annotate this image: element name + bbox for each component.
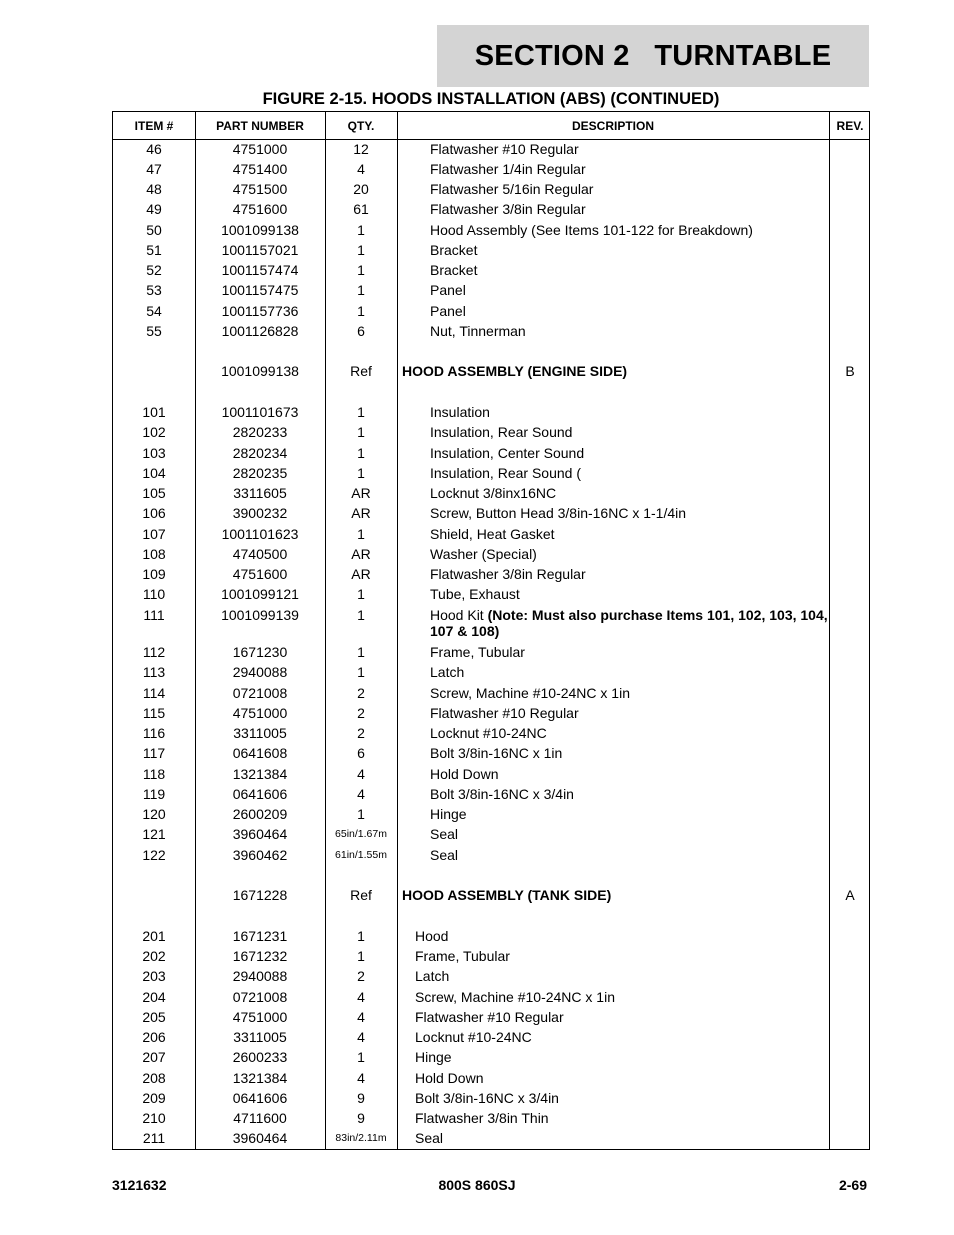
item-number: 209 <box>142 1090 166 1106</box>
quantity: AR <box>351 546 371 562</box>
item-number: 52 <box>146 262 162 278</box>
description-text: HOOD ASSEMBLY (TANK SIDE) <box>402 887 612 903</box>
table-row <box>113 664 869 684</box>
item-number: 51 <box>146 242 162 258</box>
description <box>430 766 830 782</box>
description-text: Locknut #10-24NC <box>415 1029 532 1045</box>
part-number: 3900232 <box>232 505 288 521</box>
part-number: 1001126828 <box>221 323 299 339</box>
description-text: Panel <box>430 303 466 319</box>
item-number: 49 <box>146 201 162 217</box>
description <box>430 485 830 501</box>
quantity: 2 <box>357 725 365 741</box>
description <box>415 928 815 944</box>
quantity: 1 <box>357 242 365 258</box>
part-number: 4740500 <box>232 546 288 562</box>
part-number: 2820235 <box>232 465 288 481</box>
description-text: Insulation, Rear Sound ( <box>430 465 581 481</box>
description <box>430 586 830 602</box>
part-number: 1001099139 <box>221 607 299 623</box>
table-row <box>113 546 869 566</box>
quantity: 1 <box>357 465 365 481</box>
item-number: 47 <box>146 161 162 177</box>
purchase-note: (Note: Must also purchase Items 101, 102, 103, 104, 107 & 108) <box>430 607 828 639</box>
item-number: 46 <box>146 141 162 157</box>
table-row <box>113 847 869 867</box>
item-number: 53 <box>146 282 162 298</box>
header-rev: REV. <box>836 119 864 133</box>
description <box>430 607 830 639</box>
description-text: Bolt 3/8in-16NC x 1in <box>430 745 563 761</box>
table-row <box>113 928 869 948</box>
part-number: 1001099138 <box>221 363 299 379</box>
table-row <box>113 806 869 826</box>
item-number: 107 <box>142 526 166 542</box>
description-text: Seal <box>430 847 459 863</box>
revision: A <box>845 887 855 903</box>
description-text: Latch <box>415 968 450 984</box>
description <box>430 303 830 319</box>
assembly-row <box>113 363 869 383</box>
table-row <box>113 181 869 201</box>
quantity: 2 <box>357 705 365 721</box>
quantity: 1 <box>357 586 365 602</box>
description-text: Flatwasher #10 Regular <box>430 705 579 721</box>
description-text: Insulation, Center Sound <box>430 445 585 461</box>
item-number: 110 <box>142 586 166 602</box>
description <box>415 1090 815 1106</box>
quantity: 4 <box>357 161 365 177</box>
part-number: 1001157474 <box>221 262 299 278</box>
section-title: SECTION 2 TURNTABLE <box>474 39 832 72</box>
part-number: 1001099138 <box>221 222 299 238</box>
description <box>430 745 830 761</box>
table-row <box>113 222 869 242</box>
table-row <box>113 1070 869 1090</box>
quantity: AR <box>351 485 371 501</box>
table-row <box>113 745 869 765</box>
description-text: Panel <box>430 282 466 298</box>
quantity: 1 <box>357 445 365 461</box>
item-number: 210 <box>142 1110 166 1126</box>
header-item: ITEM # <box>134 119 174 133</box>
description <box>430 685 830 701</box>
table-row <box>113 607 869 639</box>
part-number: 1321384 <box>232 766 288 782</box>
description-text: Washer (Special) <box>430 546 537 562</box>
description <box>430 465 830 481</box>
description-text: HOOD ASSEMBLY (ENGINE SIDE) <box>402 363 628 379</box>
description <box>430 404 830 420</box>
item-number: 201 <box>142 928 166 944</box>
part-number: 2820233 <box>232 424 288 440</box>
item-number: 112 <box>142 644 166 660</box>
item-number: 122 <box>142 847 166 863</box>
description-text: Screw, Button Head 3/8in-16NC x 1-1/4in <box>430 505 687 521</box>
table-row <box>113 826 869 846</box>
part-number: 3960464 <box>232 826 288 842</box>
description <box>430 725 830 741</box>
item-number: 204 <box>142 989 166 1005</box>
table-row <box>113 725 869 745</box>
item-number: 106 <box>142 505 166 521</box>
part-number: 2940088 <box>232 664 288 680</box>
item-number: 108 <box>142 546 166 562</box>
quantity: 1 <box>357 948 365 964</box>
description <box>415 989 815 1005</box>
description-text: Hood Assembly (See Items 101-122 for Breakdown) <box>430 222 753 238</box>
doc-number: 3121632 <box>112 1177 167 1193</box>
parts-table <box>112 111 870 1150</box>
part-number: 1671231 <box>232 928 288 944</box>
item-number: 120 <box>142 806 166 822</box>
quantity: 6 <box>357 745 365 761</box>
description <box>430 847 830 863</box>
table-row <box>113 968 869 988</box>
description-text: Insulation, Rear Sound <box>430 424 573 440</box>
part-number: 0641608 <box>232 745 288 761</box>
description <box>430 282 830 298</box>
quantity: 1 <box>357 262 365 278</box>
quantity: 6 <box>357 323 365 339</box>
part-number: 4751500 <box>232 181 288 197</box>
description-text: Bolt 3/8in-16NC x 3/4in <box>430 786 574 802</box>
description <box>430 705 830 721</box>
header-part-number: PART NUMBER <box>216 119 304 133</box>
item-number: 207 <box>142 1049 166 1065</box>
quantity: AR <box>351 505 371 521</box>
item-number: 202 <box>142 948 166 964</box>
item-number: 114 <box>142 685 166 701</box>
quantity: 2 <box>357 968 365 984</box>
part-number: 4751000 <box>232 705 288 721</box>
part-number: 0721008 <box>232 685 288 701</box>
item-number: 48 <box>146 181 162 197</box>
quantity: 1 <box>357 404 365 420</box>
assembly-row <box>113 887 869 907</box>
part-number: 1001101623 <box>221 526 299 542</box>
description <box>430 323 830 339</box>
description-text: Insulation <box>430 404 490 420</box>
table-row <box>113 989 869 1009</box>
part-number: 4751000 <box>232 1009 288 1025</box>
table-row <box>113 948 869 968</box>
item-number: 208 <box>142 1070 166 1086</box>
table-row <box>113 705 869 725</box>
item-number: 206 <box>142 1029 166 1045</box>
table-header <box>113 112 869 140</box>
table-row <box>113 786 869 806</box>
quantity: 1 <box>357 303 365 319</box>
part-number: 1671232 <box>232 948 288 964</box>
model-name: 800S 860SJ <box>438 1177 516 1193</box>
part-number: 4751400 <box>232 161 288 177</box>
table-row <box>113 1110 869 1130</box>
description <box>430 546 830 562</box>
quantity: 4 <box>357 766 365 782</box>
description <box>415 968 815 984</box>
description-text: Frame, Tubular <box>415 948 510 964</box>
description-text: Hinge <box>415 1049 452 1065</box>
description <box>430 161 830 177</box>
description <box>415 1070 815 1086</box>
description-text: Flatwasher 5/16in Regular <box>430 181 594 197</box>
description <box>430 445 830 461</box>
page-number: 2-69 <box>838 1177 867 1193</box>
part-number: 2600209 <box>232 806 288 822</box>
table-row <box>113 445 869 465</box>
table-row <box>113 1009 869 1029</box>
table-row <box>113 685 869 705</box>
part-number: 4751600 <box>232 566 288 582</box>
quantity: 1 <box>357 928 365 944</box>
part-number: 2600233 <box>232 1049 288 1065</box>
quantity: 61in/1.55m <box>335 849 387 861</box>
description <box>415 1029 815 1045</box>
description <box>430 786 830 802</box>
quantity: 4 <box>357 989 365 1005</box>
quantity: 9 <box>357 1110 365 1126</box>
part-number: 1001157475 <box>221 282 299 298</box>
quantity: 1 <box>357 222 365 238</box>
description <box>430 806 830 822</box>
description-text: Seal <box>430 826 459 842</box>
description-text: Hinge <box>430 806 467 822</box>
quantity: 83in/2.11m <box>335 1132 387 1144</box>
quantity: 1 <box>357 282 365 298</box>
description <box>415 948 815 964</box>
part-number: 4711600 <box>233 1110 287 1126</box>
table-row <box>113 485 869 505</box>
item-number: 50 <box>146 222 162 238</box>
quantity: 1 <box>357 424 365 440</box>
item-number: 211 <box>142 1130 166 1146</box>
part-number: 3311005 <box>233 725 287 741</box>
table-row <box>113 282 869 302</box>
description <box>402 363 802 379</box>
revision: B <box>845 363 855 379</box>
table-row <box>113 644 869 664</box>
description-text: Locknut #10-24NC <box>430 725 547 741</box>
table-row <box>113 161 869 181</box>
description-text: Flatwasher 1/4in Regular <box>430 161 586 177</box>
quantity: 12 <box>353 141 369 157</box>
item-number: 105 <box>142 485 166 501</box>
quantity: 9 <box>357 1090 365 1106</box>
description <box>430 505 830 521</box>
item-number: 103 <box>142 445 166 461</box>
table-row <box>113 566 869 586</box>
description-text: Locknut 3/8inx16NC <box>430 485 557 501</box>
part-number: 4751000 <box>232 141 288 157</box>
quantity: 1 <box>357 644 365 660</box>
description <box>430 141 830 157</box>
part-number: 0641606 <box>232 1090 288 1106</box>
quantity: Ref <box>350 887 372 903</box>
quantity: 61 <box>353 201 369 217</box>
description <box>430 201 830 217</box>
part-number: 2940088 <box>232 968 288 984</box>
item-number: 118 <box>142 766 166 782</box>
part-number: 1001157021 <box>221 242 299 258</box>
quantity: 1 <box>357 806 365 822</box>
header-description: DESCRIPTION <box>571 119 654 133</box>
description-text: Nut, Tinnerman <box>430 323 526 339</box>
item-number: 119 <box>142 786 166 802</box>
description-text: Tube, Exhaust <box>430 586 520 602</box>
part-number: 1671228 <box>232 887 288 903</box>
description <box>430 526 830 542</box>
description-text: Seal <box>415 1130 444 1146</box>
description-text: Frame, Tubular <box>430 644 525 660</box>
header-qty: QTY. <box>347 119 375 133</box>
table-row <box>113 242 869 262</box>
item-number: 115 <box>142 705 166 721</box>
description <box>430 222 830 238</box>
table-row <box>113 424 869 444</box>
description <box>430 826 830 842</box>
item-number: 116 <box>142 725 166 741</box>
table-row <box>113 303 869 323</box>
item-number: 203 <box>142 968 166 984</box>
table-row <box>113 505 869 525</box>
description-text: Flatwasher 3/8in Regular <box>430 566 586 582</box>
quantity: 1 <box>357 1049 365 1065</box>
description-text: Flatwasher #10 Regular <box>415 1009 564 1025</box>
description-text: Latch <box>430 664 465 680</box>
quantity: 1 <box>357 526 365 542</box>
table-row <box>113 766 869 786</box>
description-text: Hold Down <box>430 766 499 782</box>
quantity: 4 <box>357 1070 365 1086</box>
item-number: 111 <box>143 607 165 623</box>
part-number: 1001099121 <box>221 586 299 602</box>
quantity: 4 <box>357 1029 365 1045</box>
description-text: Shield, Heat Gasket <box>430 526 555 542</box>
item-number: 205 <box>142 1009 166 1025</box>
quantity: 65in/1.67m <box>335 828 387 840</box>
section-banner <box>437 25 869 87</box>
part-number: 2820234 <box>232 445 288 461</box>
description-text: Flatwasher #10 Regular <box>430 141 579 157</box>
part-number: 3311605 <box>233 485 287 501</box>
table-row <box>113 404 869 424</box>
item-number: 109 <box>142 566 166 582</box>
description <box>415 1110 815 1126</box>
item-number: 121 <box>142 826 166 842</box>
description <box>430 262 830 278</box>
description-text: Screw, Machine #10-24NC x 1in <box>415 989 615 1005</box>
part-number: 3960464 <box>232 1130 288 1146</box>
part-number: 1321384 <box>232 1070 288 1086</box>
quantity: AR <box>351 566 371 582</box>
description <box>430 566 830 582</box>
part-number: 0641606 <box>232 786 288 802</box>
quantity: 1 <box>357 664 365 680</box>
description <box>402 887 802 903</box>
description-text: Flatwasher 3/8in Thin <box>415 1110 549 1126</box>
part-number: 1001101673 <box>221 404 299 420</box>
description-text: Screw, Machine #10-24NC x 1in <box>430 685 630 701</box>
description <box>430 664 830 680</box>
table-row <box>113 526 869 546</box>
description <box>415 1130 815 1146</box>
table-row <box>113 1090 869 1110</box>
table-row <box>113 201 869 221</box>
item-number: 101 <box>142 404 166 420</box>
description-text: Hood <box>415 928 449 944</box>
quantity: 2 <box>357 685 365 701</box>
table-row <box>113 1049 869 1069</box>
part-number: 4751600 <box>232 201 288 217</box>
description-text: Bracket <box>430 242 478 258</box>
description-text: Bolt 3/8in-16NC x 3/4in <box>415 1090 559 1106</box>
quantity: 1 <box>357 607 365 623</box>
description <box>430 424 830 440</box>
table-row <box>113 141 869 161</box>
description <box>415 1049 815 1065</box>
item-number: 104 <box>142 465 166 481</box>
description-text: Hold Down <box>415 1070 484 1086</box>
description <box>430 181 830 197</box>
description-text: Hood Kit <box>430 607 488 623</box>
item-number: 54 <box>146 303 162 319</box>
item-number: 55 <box>146 323 162 339</box>
description <box>415 1009 815 1025</box>
part-number: 3311005 <box>233 1029 287 1045</box>
part-number: 3960462 <box>232 847 288 863</box>
description <box>430 644 830 660</box>
description-text: Bracket <box>430 262 478 278</box>
part-number: 1671230 <box>232 644 288 660</box>
table-row <box>113 1029 869 1049</box>
description <box>430 242 830 258</box>
table-row <box>113 323 869 343</box>
table-row <box>113 586 869 606</box>
part-number: 0721008 <box>232 989 288 1005</box>
table-row <box>113 465 869 485</box>
table-row <box>113 1130 869 1150</box>
part-number: 1001157736 <box>221 303 299 319</box>
table-row <box>113 262 869 282</box>
quantity: 4 <box>357 786 365 802</box>
item-number: 102 <box>142 424 166 440</box>
quantity: Ref <box>350 363 372 379</box>
quantity: 4 <box>357 1009 365 1025</box>
figure-title: FIGURE 2-15. HOODS INSTALLATION (ABS) (CONTINUED) <box>262 90 720 108</box>
item-number: 117 <box>142 745 166 761</box>
description-text: Flatwasher 3/8in Regular <box>430 201 586 217</box>
quantity: 20 <box>353 181 369 197</box>
item-number: 113 <box>142 664 166 680</box>
